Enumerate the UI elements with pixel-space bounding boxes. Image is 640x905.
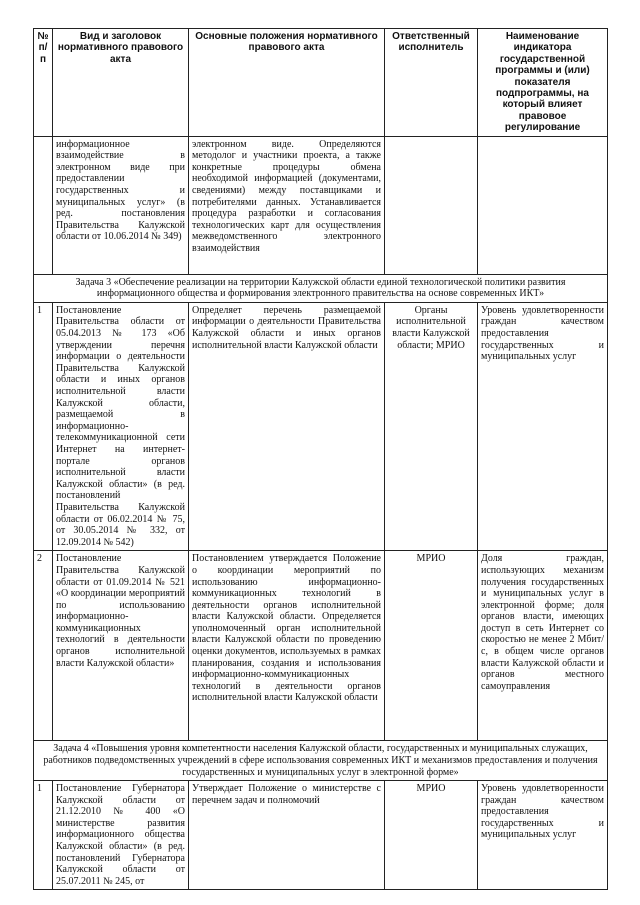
- header-act: Вид и заголовок нормативного правового акта: [53, 29, 189, 137]
- row-act: информационное взаимодействие в электронном виде при предоставлении государственных и муниципальных услуг» (в ред. постановления Правительства Калужской области от 10.06.2014 № 349): [53, 136, 189, 274]
- row-num: [34, 136, 53, 274]
- table-header-row: [34, 29, 608, 137]
- task-heading-row: [34, 274, 608, 302]
- task-3-title: Задача 3 «Обеспечение реализации на территории Калужской области единой технологической политики развития информационного общества и формирования электронного правительства на основе современных ИКТ»: [34, 274, 608, 302]
- row-provisions: Постановлением утверждается Положение о координации мероприятий по использованию информационно-коммуникационных технологий в деятельности органов исполнительной власти Калужской области. Определяется уполномоченный орган исполнительной власти Калужской области по проведению оценки документов, используемых в рамках планирования, создания и использования информационно-коммуникационных технологий в деятельности органов исполнительной власти Калужской области: [189, 551, 385, 741]
- row-act: Постановление Губернатора Калужской области от 21.12.2010 № 400 «О министерстве развития информационного общества Калужской области» (в ред. постановлений Губернатора Калужской области от 25.07.2011 № 245, от: [53, 781, 189, 890]
- regulation-table: [33, 28, 608, 890]
- row-responsible: МРИО: [385, 551, 478, 741]
- row-indicator: [478, 136, 608, 274]
- row-num: 1: [34, 781, 53, 890]
- header-num: № п/п: [34, 29, 53, 137]
- task-heading-row: [34, 741, 608, 781]
- row-num: 1: [34, 302, 53, 550]
- row-responsible: МРИО: [385, 781, 478, 890]
- row-provisions: Утверждает Положение о министерстве с перечнем задач и полномочий: [189, 781, 385, 890]
- row-responsible: [385, 136, 478, 274]
- header-provisions: Основные положения нормативного правового акта: [189, 29, 385, 137]
- header-indicator: Наименование индикатора государственной программы и (или) показателя подпрограммы, на который влияет правовое регулирование: [478, 29, 608, 137]
- row-indicator: Уровень удовлетворенности граждан качеством предоставления государственных и муниципальных услуг: [478, 302, 608, 550]
- table-row: [34, 551, 608, 741]
- header-responsible: Ответственный исполнитель: [385, 29, 478, 137]
- row-num: 2: [34, 551, 53, 741]
- row-indicator: Уровень удовлетворенности граждан качеством предоставления государственных и муниципальных услуг: [478, 781, 608, 890]
- row-indicator: Доля граждан, использующих механизм получения государственных и муниципальных услуг в электронной форме; доля органов власти, имеющих доступ в сеть Интернет со скоростью не менее 2 Мбит/с, в общем числе органов власти Калужской области и органов местного самоуправления: [478, 551, 608, 741]
- table-row: [34, 302, 608, 550]
- row-responsible: Органы исполнительной власти Калужской области; МРИО: [385, 302, 478, 550]
- task-4-title: Задача 4 «Повышения уровня компетентности населения Калужской области, государственных и муниципальных служащих, работников подведомственных учреждений в сфере использования современных ИКТ и механизмов предоставления и получения государственных и муниципальных услуг в электронной форме»: [34, 741, 608, 781]
- table-row: [34, 781, 608, 890]
- row-act: Постановление Правительства Калужской области от 01.09.2014 № 521 «О координации мероприятий по использованию информационно-коммуникационных технологий в деятельности органов исполнительной власти Калужской области»: [53, 551, 189, 741]
- table-row: [34, 136, 608, 274]
- row-act: Постановление Правительства области от 05.04.2013 № 173 «Об утверждении перечня информации о деятельности Правительства Калужской области и иных органов исполнительной власти Калужской области, размещаемой в информационно-телекоммуникационной сети Интернет на интернет-портале органов исполнительной власти Калужской области» (в ред. постановлений Правительства Калужской области от 06.02.2014 № 75, от 30.05.2014 № 332, от 12.09.2014 № 542): [53, 302, 189, 550]
- row-provisions: электронном виде. Определяются методолог и участники проекта, а также конкретные процедуры обмена необходимой информацией (документами, сведениями) между поставщиками и потребителями данных. Устанавливается процедура разработки и согласования технологических карт для осуществления межведомственного электронного взаимодействия: [189, 136, 385, 274]
- row-provisions: Определяет перечень размещаемой информации о деятельности Правительства Калужской области и иных органов исполнительной власти Калужской области: [189, 302, 385, 550]
